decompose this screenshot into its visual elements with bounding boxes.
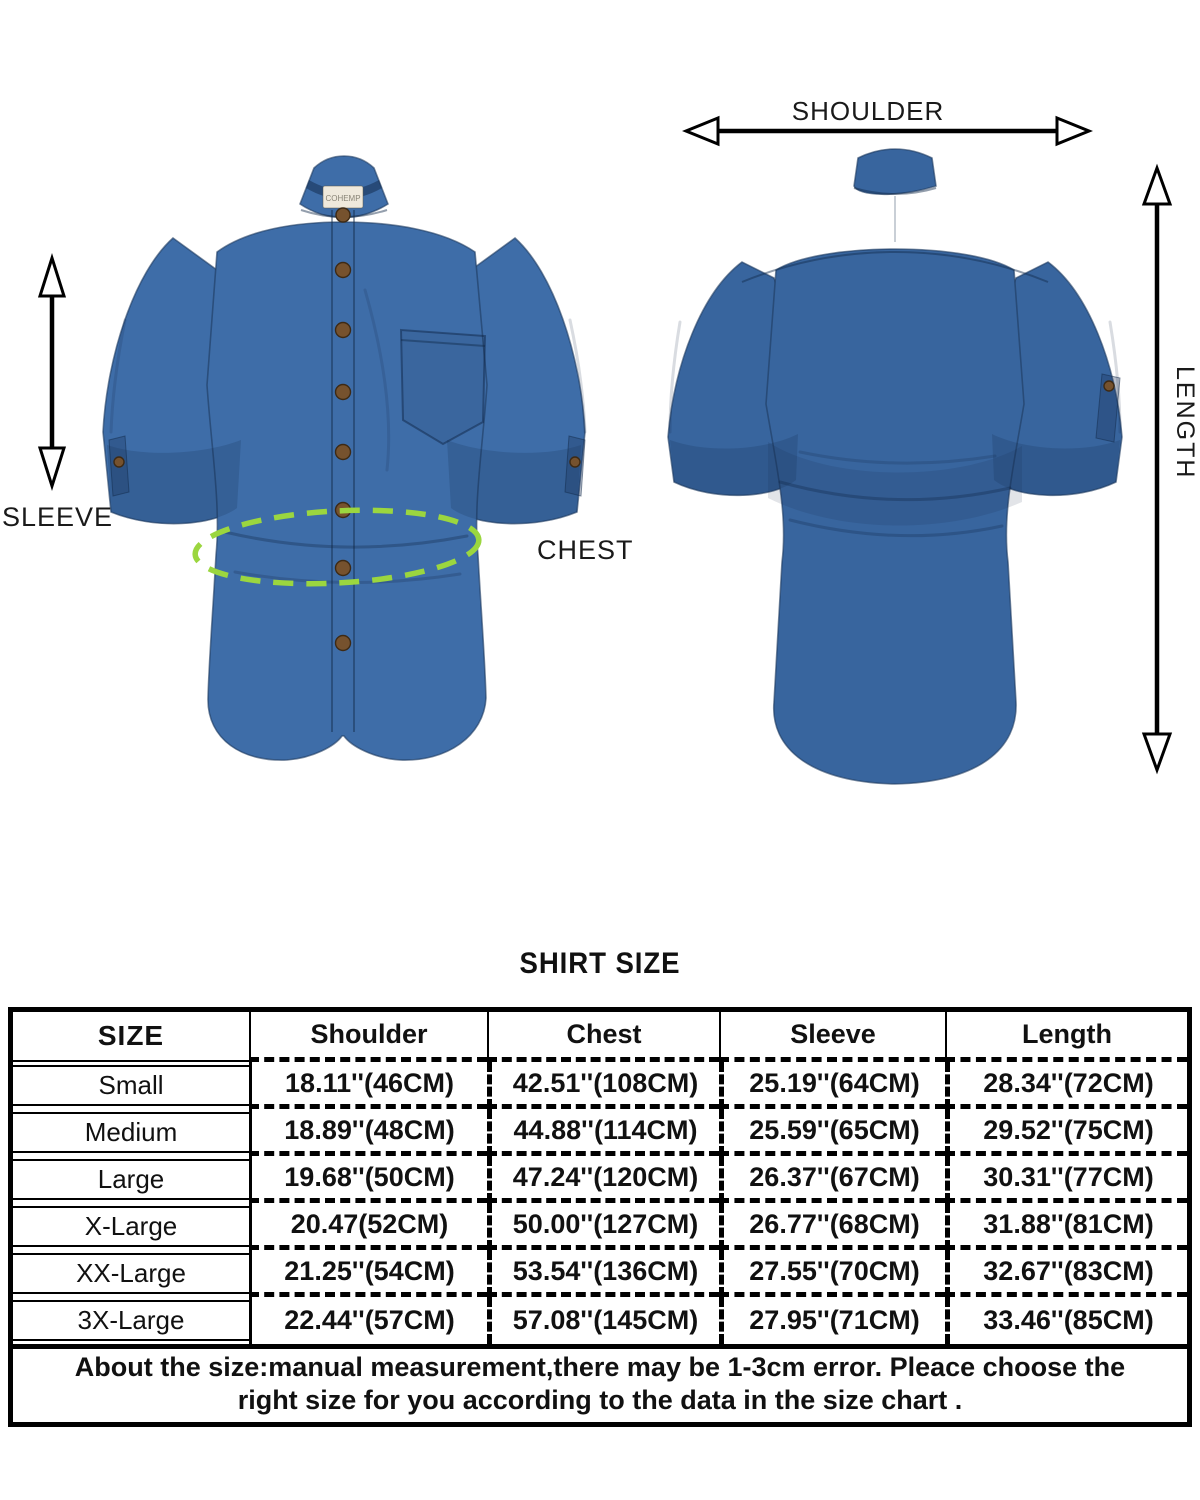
header-chest: Chest [487, 1012, 719, 1062]
size-note [13, 1344, 1187, 1422]
header-size: SIZE [13, 1012, 249, 1062]
header-shoulder: Shoulder [249, 1012, 487, 1062]
cell-shoulder: 21.25''(54CM) [249, 1250, 487, 1297]
size-note-line-2: right size for you according to the data in the size chart . [237, 1385, 963, 1415]
cell-size: Medium [13, 1112, 249, 1153]
cell-sleeve: 26.77''(68CM) [719, 1203, 945, 1250]
cell-sleeve: 25.19''(64CM) [719, 1062, 945, 1109]
cell-length: 32.67''(83CM) [945, 1250, 1187, 1297]
cell-chest: 47.24''(120CM) [487, 1156, 719, 1203]
cell-sleeve: 27.95''(71CM) [719, 1297, 945, 1344]
cell-sleeve: 27.55''(70CM) [719, 1250, 945, 1297]
cell-shoulder: 18.11''(46CM) [249, 1062, 487, 1109]
cell-length: 28.34''(72CM) [945, 1062, 1187, 1109]
sleeve-measure-arrow [40, 258, 64, 486]
chest-measure-ellipse [193, 504, 480, 591]
cell-size: XX-Large [13, 1253, 249, 1294]
table-row [13, 1156, 1187, 1203]
cell-size: Large [13, 1159, 249, 1200]
collar-brand-tag-text: COHEMP [325, 194, 361, 203]
size-note-line-1: About the size:manual measurement,there may be 1-3cm error. Pleace choose the [74, 1352, 1126, 1382]
cell-size: X-Large [13, 1206, 249, 1247]
cell-size: Small [13, 1065, 249, 1106]
cell-chest: 53.54''(136CM) [487, 1250, 719, 1297]
cell-size: 3X-Large [13, 1300, 249, 1341]
cell-shoulder: 19.68''(50CM) [249, 1156, 487, 1203]
cell-sleeve: 26.37''(67CM) [719, 1156, 945, 1203]
header-sleeve: Sleeve [719, 1012, 945, 1062]
size-chart-title: SHIRT SIZE [519, 947, 681, 980]
shoulder-label: SHOULDER [791, 96, 945, 126]
length-measure-arrow [1144, 168, 1170, 770]
length-label: LENGTH [1171, 366, 1199, 480]
cell-length: 30.31''(77CM) [945, 1156, 1187, 1203]
cell-shoulder: 18.89''(48CM) [249, 1109, 487, 1156]
table-header-row [13, 1012, 1187, 1062]
cell-chest: 42.51''(108CM) [487, 1062, 719, 1109]
cell-length: 31.88''(81CM) [945, 1203, 1187, 1250]
cell-length: 29.52''(75CM) [945, 1109, 1187, 1156]
table-row [13, 1297, 1187, 1344]
sleeve-label: SLEEVE [2, 502, 114, 532]
cell-chest: 57.08''(145CM) [487, 1297, 719, 1344]
cell-length: 33.46''(85CM) [945, 1297, 1187, 1344]
cell-chest: 50.00''(127CM) [487, 1203, 719, 1250]
chest-label: CHEST [537, 535, 634, 565]
cell-shoulder: 22.44''(57CM) [249, 1297, 487, 1344]
cell-sleeve: 25.59''(65CM) [719, 1109, 945, 1156]
table-row [13, 1203, 1187, 1250]
cell-chest: 44.88''(114CM) [487, 1109, 719, 1156]
header-length: Length [945, 1012, 1187, 1062]
table-row [13, 1109, 1187, 1156]
table-row [13, 1250, 1187, 1297]
cell-shoulder: 20.47(52CM) [249, 1203, 487, 1250]
size-table [8, 1007, 1192, 1427]
table-row [13, 1062, 1187, 1109]
